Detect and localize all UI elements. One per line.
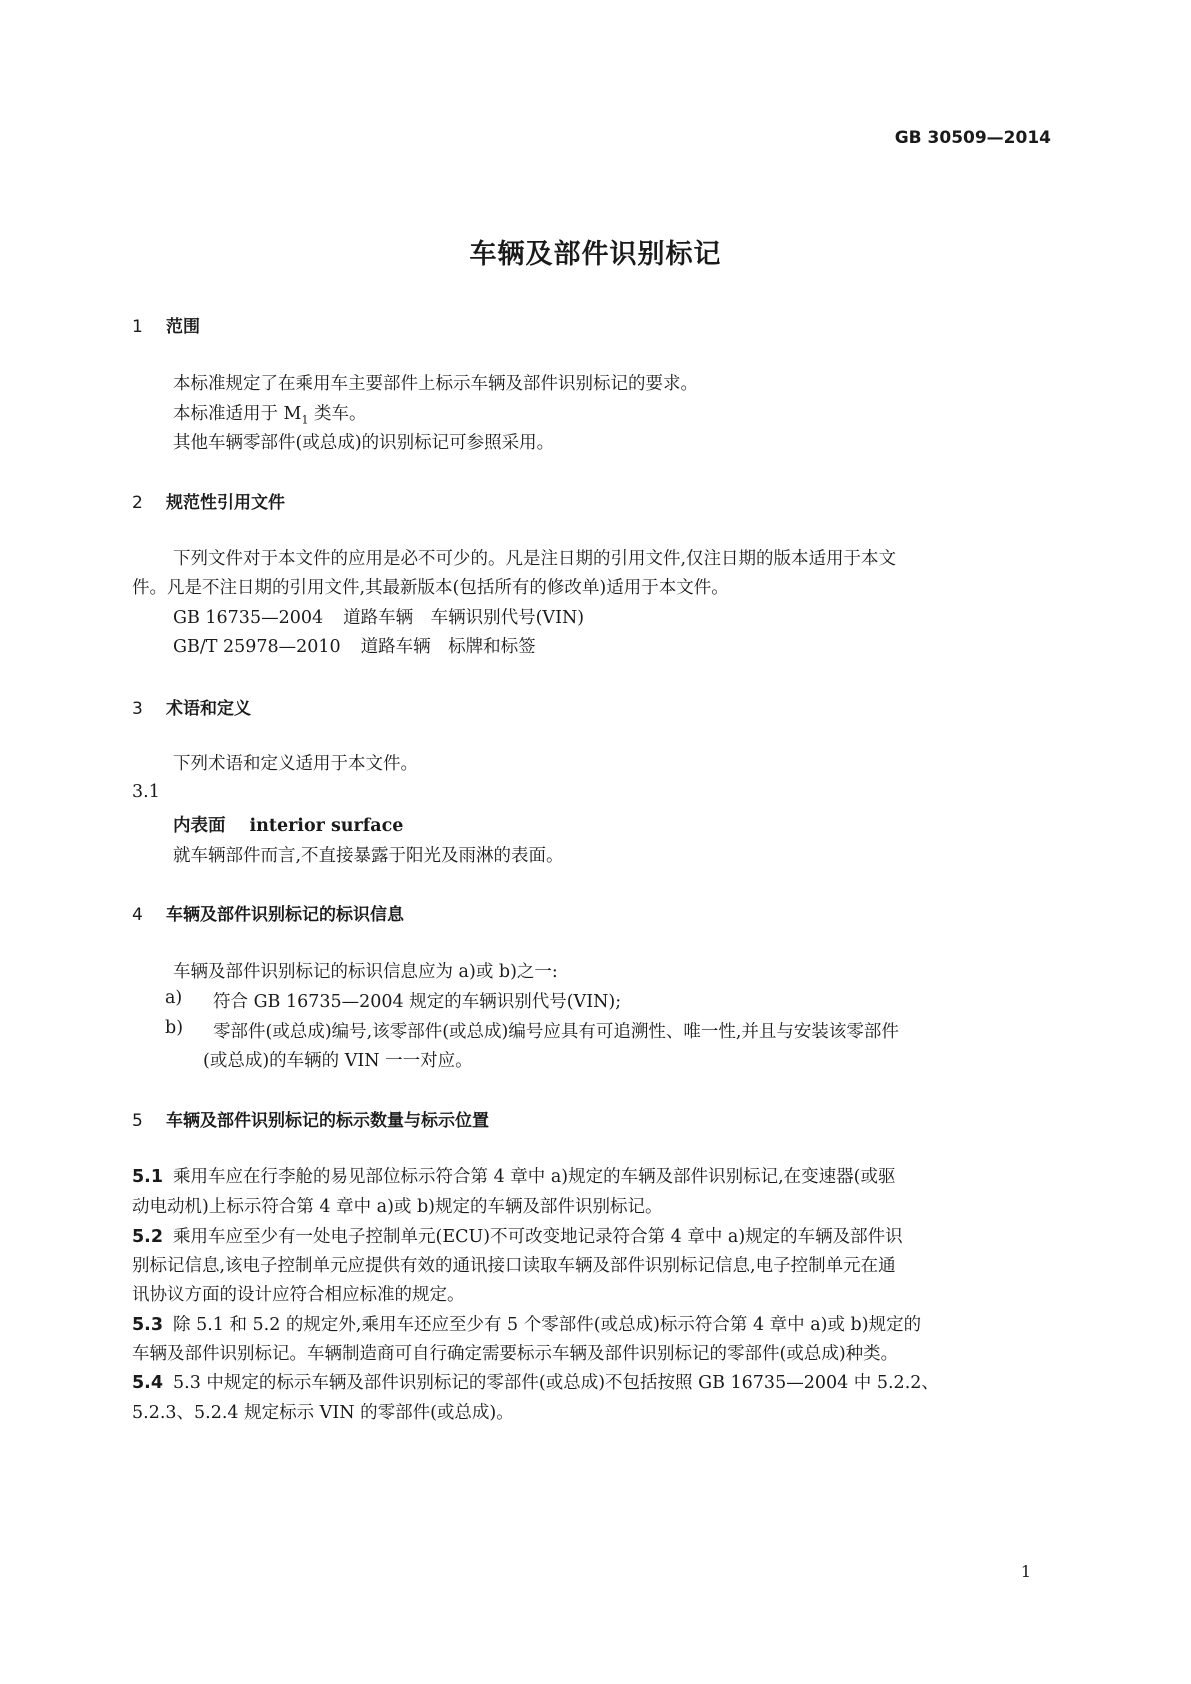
list-item-a: 符合 GB 16735—2004 规定的车辆识别代号(VIN); [213, 992, 622, 1012]
section-title: 术语和定义 [166, 699, 251, 719]
page-number: 1 [1020, 1562, 1031, 1581]
term-number: 3.1 [132, 782, 160, 802]
term-heading [173, 812, 403, 837]
clause-5-1-line-1 [132, 1163, 896, 1188]
clause-text: 乘用车应至少有一处电子控制单元(ECU)不可改变地记录符合第 4 章中 a)规定的车辆及部件识 [173, 1227, 903, 1247]
references-paragraph-line-1: 下列文件对于本文件的应用是必不可少的。凡是注日期的引用文件,仅注日期的版本适用于本文 [173, 549, 897, 569]
section-title: 车辆及部件识别标记的标示数量与标示位置 [166, 1111, 489, 1131]
clause-5-3-line-1 [132, 1311, 921, 1336]
vehicle-category-subscript: 1 [301, 413, 309, 427]
list-item-label-b: b) [165, 1018, 184, 1038]
info-intro: 车辆及部件识别标记的标识信息应为 a)或 b)之一: [173, 962, 558, 982]
section-title: 规范性引用文件 [166, 493, 285, 513]
list-item-b-line-2: (或总成)的车辆的 VIN 一一对应。 [203, 1051, 473, 1071]
clause-5-1-line-2: 动电动机)上标示符合第 4 章中 a)或 b)规定的车辆及部件识别标记。 [132, 1197, 663, 1217]
references-paragraph-line-2: 件。凡是不注日期的引用文件,其最新版本(包括所有的修改单)适用于本文件。 [132, 578, 729, 598]
section-title: 车辆及部件识别标记的标识信息 [166, 905, 404, 925]
section-heading-normative-references [132, 488, 285, 513]
term-chinese: 内表面 [173, 816, 226, 836]
scope-p2-text: 本标准适用于 M [173, 404, 302, 424]
scope-paragraph-2 [173, 400, 367, 427]
list-item-label-a: a) [165, 988, 183, 1008]
section-heading-marking-quantity-location [132, 1106, 489, 1131]
section-number: 3 [132, 699, 143, 719]
section-number: 5 [132, 1111, 143, 1131]
clause-5-3-line-2: 车辆及部件识别标记。车辆制造商可自行确定需要标示车辆及部件识别标记的零部件(或总成)种类。 [132, 1344, 899, 1364]
section-number: 1 [132, 317, 143, 337]
clause-5-4-line-1 [132, 1369, 939, 1394]
reference-code: GB 16735—2004 [173, 608, 324, 628]
section-number: 2 [132, 493, 143, 513]
section-heading-scope [132, 312, 200, 337]
section-heading-identification-info [132, 900, 404, 925]
document-code: GB 30509—2014 [894, 128, 1051, 148]
section-heading-terms [132, 694, 251, 719]
scope-p2-text-end: 类车。 [308, 404, 367, 424]
clause-number: 5.2 [132, 1227, 164, 1247]
term-english: interior surface [249, 816, 404, 836]
clause-5-2-line-3: 讯协议方面的设计应符合相应标准的规定。 [132, 1285, 465, 1305]
clause-number: 5.4 [132, 1373, 164, 1393]
page-title: 车辆及部件识别标记 [469, 239, 722, 270]
scope-paragraph-3: 其他车辆零部件(或总成)的识别标记可参照采用。 [173, 433, 555, 453]
terms-intro: 下列术语和定义适用于本文件。 [173, 754, 418, 774]
clause-number: 5.3 [132, 1315, 164, 1335]
section-number: 4 [132, 905, 143, 925]
clause-text: 5.3 中规定的标示车辆及部件识别标记的零部件(或总成)不包括按照 GB 16735—2004 中 5.2.2、 [173, 1373, 939, 1393]
reference-title: 道路车辆 标牌和标签 [360, 637, 536, 657]
reference-item-1 [173, 604, 584, 629]
scope-paragraph-1: 本标准规定了在乘用车主要部件上标示车辆及部件识别标记的要求。 [173, 374, 698, 394]
clause-5-2-line-1 [132, 1223, 903, 1248]
clause-5-4-line-2: 5.2.3、5.2.4 规定标示 VIN 的零部件(或总成)。 [132, 1403, 514, 1423]
clause-text: 乘用车应在行李舱的易见部位标示符合第 4 章中 a)规定的车辆及部件识别标记,在变速器(或驱 [173, 1167, 896, 1187]
reference-title: 道路车辆 车辆识别代号(VIN) [343, 608, 585, 628]
clause-number: 5.1 [132, 1167, 164, 1187]
list-item-b-line-1: 零部件(或总成)编号,该零部件(或总成)编号应具有可追溯性、唯一性,并且与安装该零部件 [213, 1022, 899, 1042]
clause-5-2-line-2: 别标记信息,该电子控制单元应提供有效的通讯接口读取车辆及部件识别标记信息,电子控制单元在通 [132, 1256, 896, 1276]
term-definition: 就车辆部件而言,不直接暴露于阳光及雨淋的表面。 [173, 846, 564, 866]
clause-text: 除 5.1 和 5.2 的规定外,乘用车还应至少有 5 个零部件(或总成)标示符合第 4 章中 a)或 b)规定的 [173, 1315, 922, 1335]
section-title: 范围 [166, 317, 200, 337]
reference-code: GB/T 25978—2010 [173, 637, 341, 657]
reference-item-2 [173, 633, 536, 658]
